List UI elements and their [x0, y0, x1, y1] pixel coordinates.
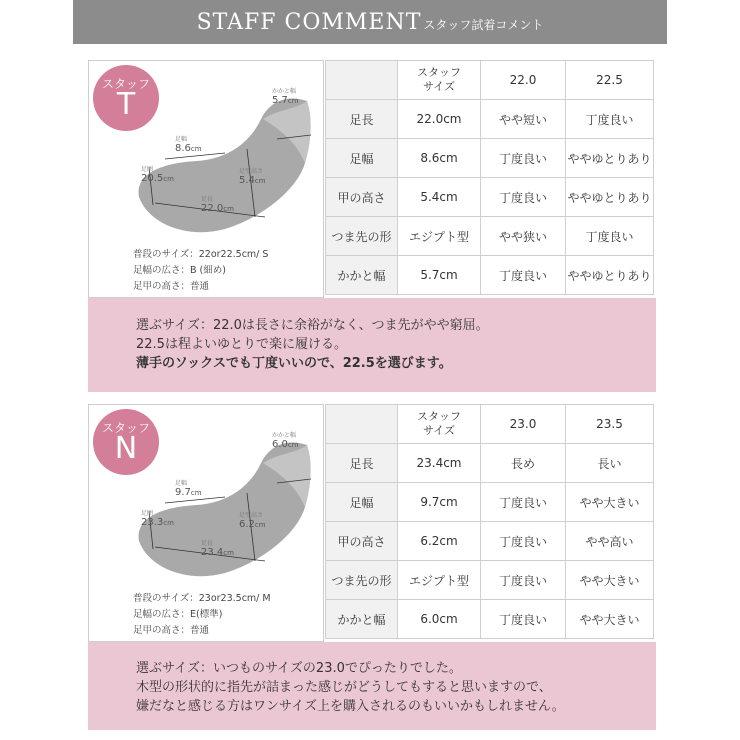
staff-t-comment: 選ぶサイズ：22.0は長さに余裕がなく、つま先がやや窮屈。 22.5は程よいゆとりで楽に履ける。 薄手のソックスでも丁度いいので、22.5を選びます。 — [88, 298, 656, 392]
staff-n-foot-panel — [88, 404, 324, 642]
header-title-jp: スタッフ試着コメント — [423, 17, 544, 32]
table-row: 足幅 9.7cm 丁度良い やや大きい — [326, 483, 654, 522]
table-row: かかと幅 6.0cm 丁度良い やや大きい — [326, 600, 654, 639]
section-header — [73, 0, 667, 44]
table-row: 足長 23.4cm 長め 長い — [326, 444, 654, 483]
staff-t-info: 普段のサイズ：22or22.5cm/ S 足幅の広さ：B (細め) 足甲の高さ：普通 — [133, 249, 269, 292]
staff-t-foot-panel — [88, 60, 324, 298]
foot-width-measure: 足幅 9.7cm — [175, 480, 202, 498]
staff-n-info: 普段のサイズ：23or23.5cm/ M 足幅の広さ：E(標準) 足甲の高さ：普通 — [133, 593, 271, 636]
foot-girth-measure: 足囲 20.5cm — [141, 166, 174, 184]
table-row: つま先の形 エジプト型 丁度良い やや大きい — [326, 561, 654, 600]
table-row: スタッフ サイズ 23.0 23.5 — [326, 405, 654, 444]
table-row: 甲の高さ 5.4cm 丁度良い ややゆとりあり — [326, 178, 654, 217]
foot-length-measure: 足長 23.4cm — [201, 540, 234, 558]
foot-width-measure: 足幅 8.6cm — [175, 136, 202, 154]
staff-n-badge: スタッフ N — [93, 409, 159, 475]
table-row: 甲の高さ 6.2cm 丁度良い やや高い — [326, 522, 654, 561]
heel-width-measure: かかと幅 5.7cm — [272, 88, 299, 106]
staff-n-fit-table — [325, 404, 654, 639]
table-row: 足幅 8.6cm 丁度良い ややゆとりあり — [326, 139, 654, 178]
table-row: スタッフ サイズ 22.0 22.5 — [326, 61, 654, 100]
staff-t-badge: スタッフ T — [93, 65, 159, 131]
header-title-en: STAFF COMMENT — [196, 9, 422, 35]
table-row: 足長 22.0cm やや短い 丁度良い — [326, 100, 654, 139]
heel-width-measure: かかと幅 6.0cm — [272, 432, 299, 450]
instep-height-measure: 足甲高さ 5.4cm — [239, 168, 266, 186]
staff-n-comment: 選ぶサイズ：いつものサイズの23.0でぴったりでした。 木型の形状的に指先が詰まった感じがどうしてもすると思いますので、 嫌だなと感じる方はワンサイズ上を購入されるのもいいかもしれません。 — [88, 642, 656, 730]
staff-t-fit-table — [325, 60, 654, 295]
table-row: つま先の形 エジプト型 やや狭い 丁度良い — [326, 217, 654, 256]
foot-length-measure: 足長 22.0cm — [201, 196, 234, 214]
table-row: かかと幅 5.7cm 丁度良い ややゆとりあり — [326, 256, 654, 295]
foot-girth-measure: 足囲 23.3cm — [141, 510, 174, 528]
instep-height-measure: 足甲高さ 6.2cm — [239, 512, 266, 530]
